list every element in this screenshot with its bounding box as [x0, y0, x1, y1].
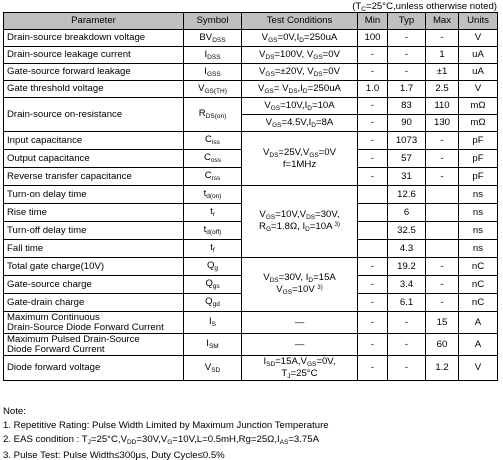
typ-cell: 12.6	[388, 186, 426, 204]
max-cell: 60	[426, 334, 459, 356]
symbol-cell: $I_{GSS}$	[184, 64, 242, 81]
notes-section	[3, 405, 329, 460]
note-2: 2. EAS condition : $T_J=25^\circ C,V_{DD}=30V,V_G=10V,L=0.5mH,Rg=25\Omega,I_{AS}=3.75A$	[3, 434, 320, 447]
condition-cell: $V_{GS}= V_{DS},I_D=250uA$	[242, 81, 358, 98]
symbol-cell: $Q_{gd}$	[184, 294, 242, 312]
param-cell: Drain-source on-resistance	[4, 98, 184, 132]
condition-cell: —	[242, 312, 358, 334]
max-cell: -	[426, 30, 459, 47]
min-cell: -	[358, 115, 388, 132]
header-typ: Typ	[388, 13, 426, 30]
min-cell: -	[358, 258, 388, 276]
notes-title: Note:	[3, 406, 26, 417]
typ-cell: 1.7	[388, 81, 426, 98]
unit-cell: ns	[459, 204, 498, 222]
symbol-cell: $BV_{DSS}$	[184, 30, 242, 47]
symbol-cell: $C_{iss}$	[184, 132, 242, 150]
header-symbol: Symbol	[184, 13, 242, 30]
min-cell: -	[358, 47, 388, 64]
condition-cell: $V_{GS}=0V,I_D=250uA$	[242, 30, 358, 47]
typ-cell: 83	[388, 98, 426, 115]
electrical-characteristics-table	[3, 12, 498, 381]
unit-cell: pF	[459, 168, 498, 186]
min-cell	[358, 240, 388, 258]
unit-cell: pF	[459, 150, 498, 168]
condition-cell: $V_{DS}=25V,V_{GS}=0V$ f=1MHz	[242, 132, 358, 186]
unit-cell: uA	[459, 64, 498, 81]
typ-cell: 6	[388, 204, 426, 222]
condition-cell: —	[242, 334, 358, 356]
symbol-cell: $t_r$	[184, 204, 242, 222]
typ-cell: 32.5	[388, 222, 426, 240]
max-cell: -	[426, 150, 459, 168]
param-cell: Diode forward voltage	[4, 356, 184, 381]
param-cell: Input capacitance	[4, 132, 184, 150]
max-cell: -	[426, 294, 459, 312]
table-row	[4, 356, 498, 381]
unit-cell: A	[459, 334, 498, 356]
min-cell: -	[358, 334, 388, 356]
typ-cell: 1073	[388, 132, 426, 150]
max-cell: 130	[426, 115, 459, 132]
condition-cell: $V_{GS}=4.5V,I_D=8A$	[242, 115, 358, 132]
symbol-cell: $Q_g$	[184, 258, 242, 276]
max-cell: 15	[426, 312, 459, 334]
param-cell: Rise time	[4, 204, 184, 222]
param-cell: Output capacitance	[4, 150, 184, 168]
typ-cell: 57	[388, 150, 426, 168]
typ-cell: 90	[388, 115, 426, 132]
min-cell: -	[358, 276, 388, 294]
unit-cell: A	[459, 312, 498, 334]
unit-cell: V	[459, 81, 498, 98]
min-cell	[358, 204, 388, 222]
test-condition-note: ($T_C=25^\circ C,unless$ otherwise noted)	[352, 1, 497, 13]
max-cell: -	[426, 276, 459, 294]
note-3: 3. Pulse Test: Pulse Width≤300μs, Duty Cycle≤0.5%	[3, 449, 225, 460]
table-row	[4, 98, 498, 115]
param-cell: Reverse transfer capacitance	[4, 168, 184, 186]
table-row	[4, 81, 498, 98]
param-cell: Maximum Continuous Drain-Source Diode Forward Current	[4, 312, 184, 334]
unit-cell: mΩ	[459, 115, 498, 132]
header-max: Max	[426, 13, 459, 30]
max-cell	[426, 186, 459, 204]
symbol-cell: $I_{SM}$	[184, 334, 242, 356]
min-cell: -	[358, 132, 388, 150]
unit-cell: V	[459, 356, 498, 381]
typ-cell: -	[388, 64, 426, 81]
min-cell: 100	[358, 30, 388, 47]
max-cell	[426, 204, 459, 222]
max-cell: -	[426, 258, 459, 276]
symbol-cell: $V_{SD}$	[184, 356, 242, 381]
typ-cell: 6.1	[388, 294, 426, 312]
condition-cell: $V_{GS}=10V,V_{DS}=30V$, $R_G=1.8\Omega$, $I_D=10A$ $^{3)}$	[242, 186, 358, 258]
condition-cell: $V_{GS}=10V,I_D=10A$	[242, 98, 358, 115]
max-cell: -	[426, 168, 459, 186]
unit-cell: ns	[459, 186, 498, 204]
min-cell: -	[358, 64, 388, 81]
header-parameter: Parameter	[4, 13, 184, 30]
max-cell	[426, 222, 459, 240]
min-cell: -	[358, 356, 388, 381]
max-cell: 110	[426, 98, 459, 115]
note-1: 1. Repetitive Rating: Pulse Width Limited by Maximum Junction Temperature	[3, 420, 329, 432]
unit-cell: nC	[459, 294, 498, 312]
unit-cell: pF	[459, 132, 498, 150]
param-cell: Gate-source charge	[4, 276, 184, 294]
table-row	[4, 47, 498, 64]
header-min: Min	[358, 13, 388, 30]
typ-cell: -	[388, 47, 426, 64]
typ-cell: 19.2	[388, 258, 426, 276]
symbol-cell: $I_S$	[184, 312, 242, 334]
symbol-cell: $Q_{gs}$	[184, 276, 242, 294]
table-row	[4, 186, 498, 204]
typ-cell: -	[388, 30, 426, 47]
typ-cell: -	[388, 356, 426, 381]
condition-cell: $I_{SD}=15A,V_{GS}=0V$, $T_J=25^\circ C$	[242, 356, 358, 381]
max-cell: 1	[426, 47, 459, 64]
table-row	[4, 132, 498, 150]
condition-cell: $V_{GS}=\pm 20V$, $V_{DS}=0V$	[242, 64, 358, 81]
typ-cell: 4.3	[388, 240, 426, 258]
min-cell: 1.0	[358, 81, 388, 98]
min-cell: -	[358, 98, 388, 115]
symbol-cell: $C_{oss}$	[184, 150, 242, 168]
symbol-cell: $t_f$	[184, 240, 242, 258]
param-cell: Total gate charge(10V)	[4, 258, 184, 276]
unit-cell: ns	[459, 222, 498, 240]
symbol-cell: $t_{d(on)}$	[184, 186, 242, 204]
max-cell	[426, 240, 459, 258]
param-cell: Turn-off delay time	[4, 222, 184, 240]
table-row	[4, 334, 498, 356]
unit-cell: V	[459, 30, 498, 47]
min-cell	[358, 186, 388, 204]
param-cell: Turn-on delay time	[4, 186, 184, 204]
typ-cell: -	[388, 334, 426, 356]
max-cell: 1.2	[426, 356, 459, 381]
param-cell: Gate-drain charge	[4, 294, 184, 312]
max-cell: 2.5	[426, 81, 459, 98]
unit-cell: mΩ	[459, 98, 498, 115]
unit-cell: ns	[459, 240, 498, 258]
condition-cell: $V_{DS}=30V$, $I_D=15A$ $V_{GS}=10V$ $^{3)}$	[242, 258, 358, 312]
param-cell: Fall time	[4, 240, 184, 258]
param-cell: Gate-source forward leakage	[4, 64, 184, 81]
typ-cell: 31	[388, 168, 426, 186]
param-cell: Gate threshold voltage	[4, 81, 184, 98]
max-cell: -	[426, 132, 459, 150]
max-cell: ±1	[426, 64, 459, 81]
symbol-cell: $R_{DS(on)}$	[184, 98, 242, 132]
table-row	[4, 312, 498, 334]
min-cell: -	[358, 312, 388, 334]
header-test-conditions: Test Conditions	[242, 13, 358, 30]
unit-cell: nC	[459, 258, 498, 276]
symbol-cell: $I_{DSS}$	[184, 47, 242, 64]
min-cell	[358, 222, 388, 240]
table-row	[4, 30, 498, 47]
condition-cell: $V_{DS}=100V$, $V_{GS}=0V$	[242, 47, 358, 64]
min-cell: -	[358, 150, 388, 168]
min-cell: -	[358, 168, 388, 186]
typ-cell: -	[388, 312, 426, 334]
typ-cell: 3.4	[388, 276, 426, 294]
min-cell: -	[358, 294, 388, 312]
table-row	[4, 258, 498, 276]
symbol-cell: $V_{GS(TH)}$	[184, 81, 242, 98]
unit-cell: uA	[459, 47, 498, 64]
unit-cell: nC	[459, 276, 498, 294]
table-header-row	[4, 13, 498, 30]
param-cell: Drain-source leakage current	[4, 47, 184, 64]
table-row	[4, 64, 498, 81]
symbol-cell: $C_{rss}$	[184, 168, 242, 186]
param-cell: Drain-source breakdown voltage	[4, 30, 184, 47]
header-units: Units	[459, 13, 498, 30]
symbol-cell: $t_{d(off)}$	[184, 222, 242, 240]
param-cell: Maximum Pulsed Drain-Source Diode Forward Current	[4, 334, 184, 356]
